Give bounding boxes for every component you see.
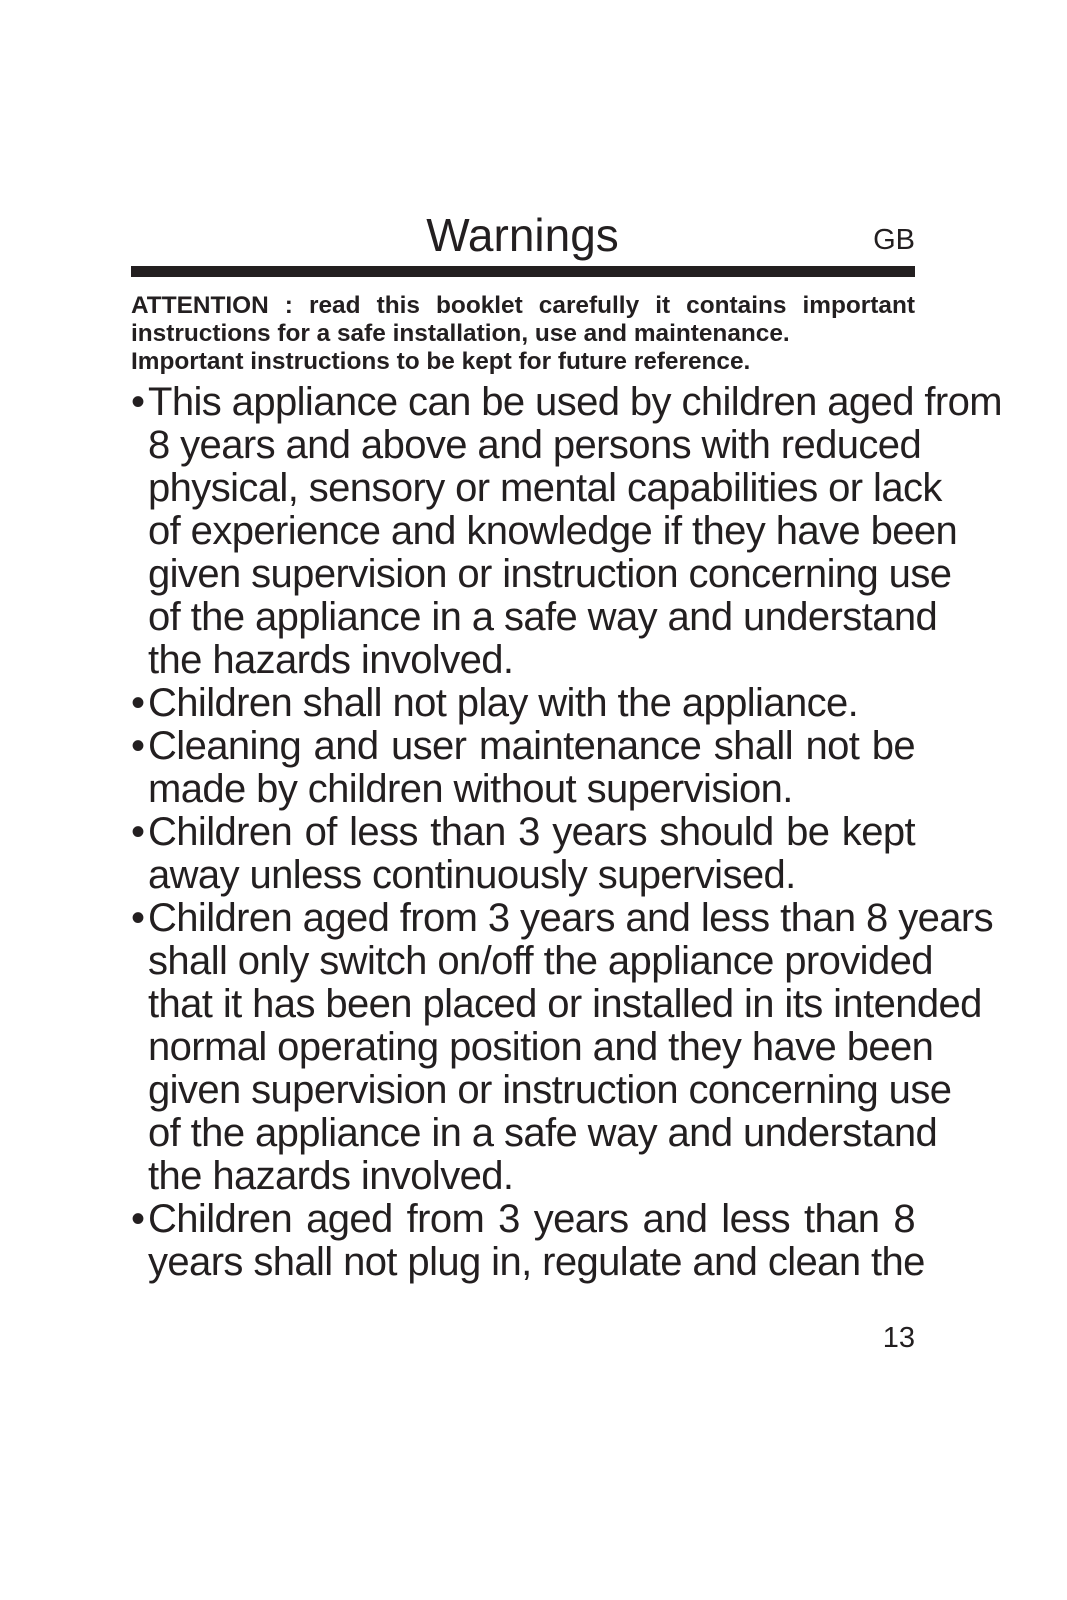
- warning-item: [131, 896, 994, 1198]
- warning-line: of experience and knowledge if they have been: [148, 509, 958, 553]
- warning-line: Children aged from 3 years and less than 8 years: [148, 896, 994, 940]
- warning-line: normal operating position and they have been: [148, 1025, 934, 1069]
- header-rule: [131, 266, 915, 277]
- warning-item: [131, 811, 915, 897]
- attention-line: ATTENTION : read this booklet carefully it contains important: [131, 292, 915, 319]
- page-title: Warnings: [426, 209, 619, 261]
- attention-notice: [131, 292, 915, 376]
- warning-line: that it has been placed or installed in its intended: [148, 982, 982, 1026]
- warning-line: given supervision or instruction concerning use: [148, 552, 952, 596]
- warning-line: of the appliance in a safe way and understand: [148, 1111, 938, 1155]
- warning-line: shall only switch on/off the appliance provided: [148, 939, 933, 983]
- warning-line: given supervision or instruction concerning use: [148, 1068, 952, 1112]
- warning-line: made by children without supervision.: [148, 767, 793, 811]
- attention-line: instructions for a safe installation, use and maintenance.: [131, 320, 790, 347]
- warning-line: the hazards involved.: [148, 1154, 514, 1198]
- warning-line: Cleaning and user maintenance shall not be: [148, 724, 915, 768]
- warning-item: [131, 380, 1002, 682]
- warning-line: years shall not plug in, regulate and clean the: [148, 1240, 925, 1284]
- warning-line: Children of less than 3 years should be kept: [148, 810, 915, 854]
- page-number: 13: [882, 1322, 915, 1354]
- warning-line: Children aged from 3 years and less than 8: [148, 1197, 915, 1241]
- bullet: •: [131, 681, 145, 725]
- warning-line: the hazards involved.: [148, 638, 514, 682]
- warning-line: of the appliance in a safe way and understand: [148, 595, 938, 639]
- warning-line: Children shall not play with the appliance.: [148, 681, 859, 725]
- bullet: •: [131, 896, 145, 940]
- bullet: •: [131, 724, 145, 768]
- warnings-list: [131, 380, 1002, 1284]
- warning-item: [131, 725, 915, 811]
- bullet: •: [131, 810, 145, 854]
- warning-line: away unless continuously supervised.: [148, 853, 796, 897]
- language-code: GB: [873, 224, 915, 256]
- warning-line: 8 years and above and persons with reduced: [148, 423, 922, 467]
- attention-line: Important instructions to be kept for future reference.: [131, 348, 751, 375]
- warning-item: [131, 1197, 925, 1284]
- warning-line: physical, sensory or mental capabilities or lack: [148, 466, 942, 510]
- warning-line: This appliance can be used by children aged from: [148, 380, 1002, 424]
- bullet: •: [131, 1197, 145, 1241]
- warning-item: [131, 682, 915, 725]
- bullet: •: [131, 380, 145, 424]
